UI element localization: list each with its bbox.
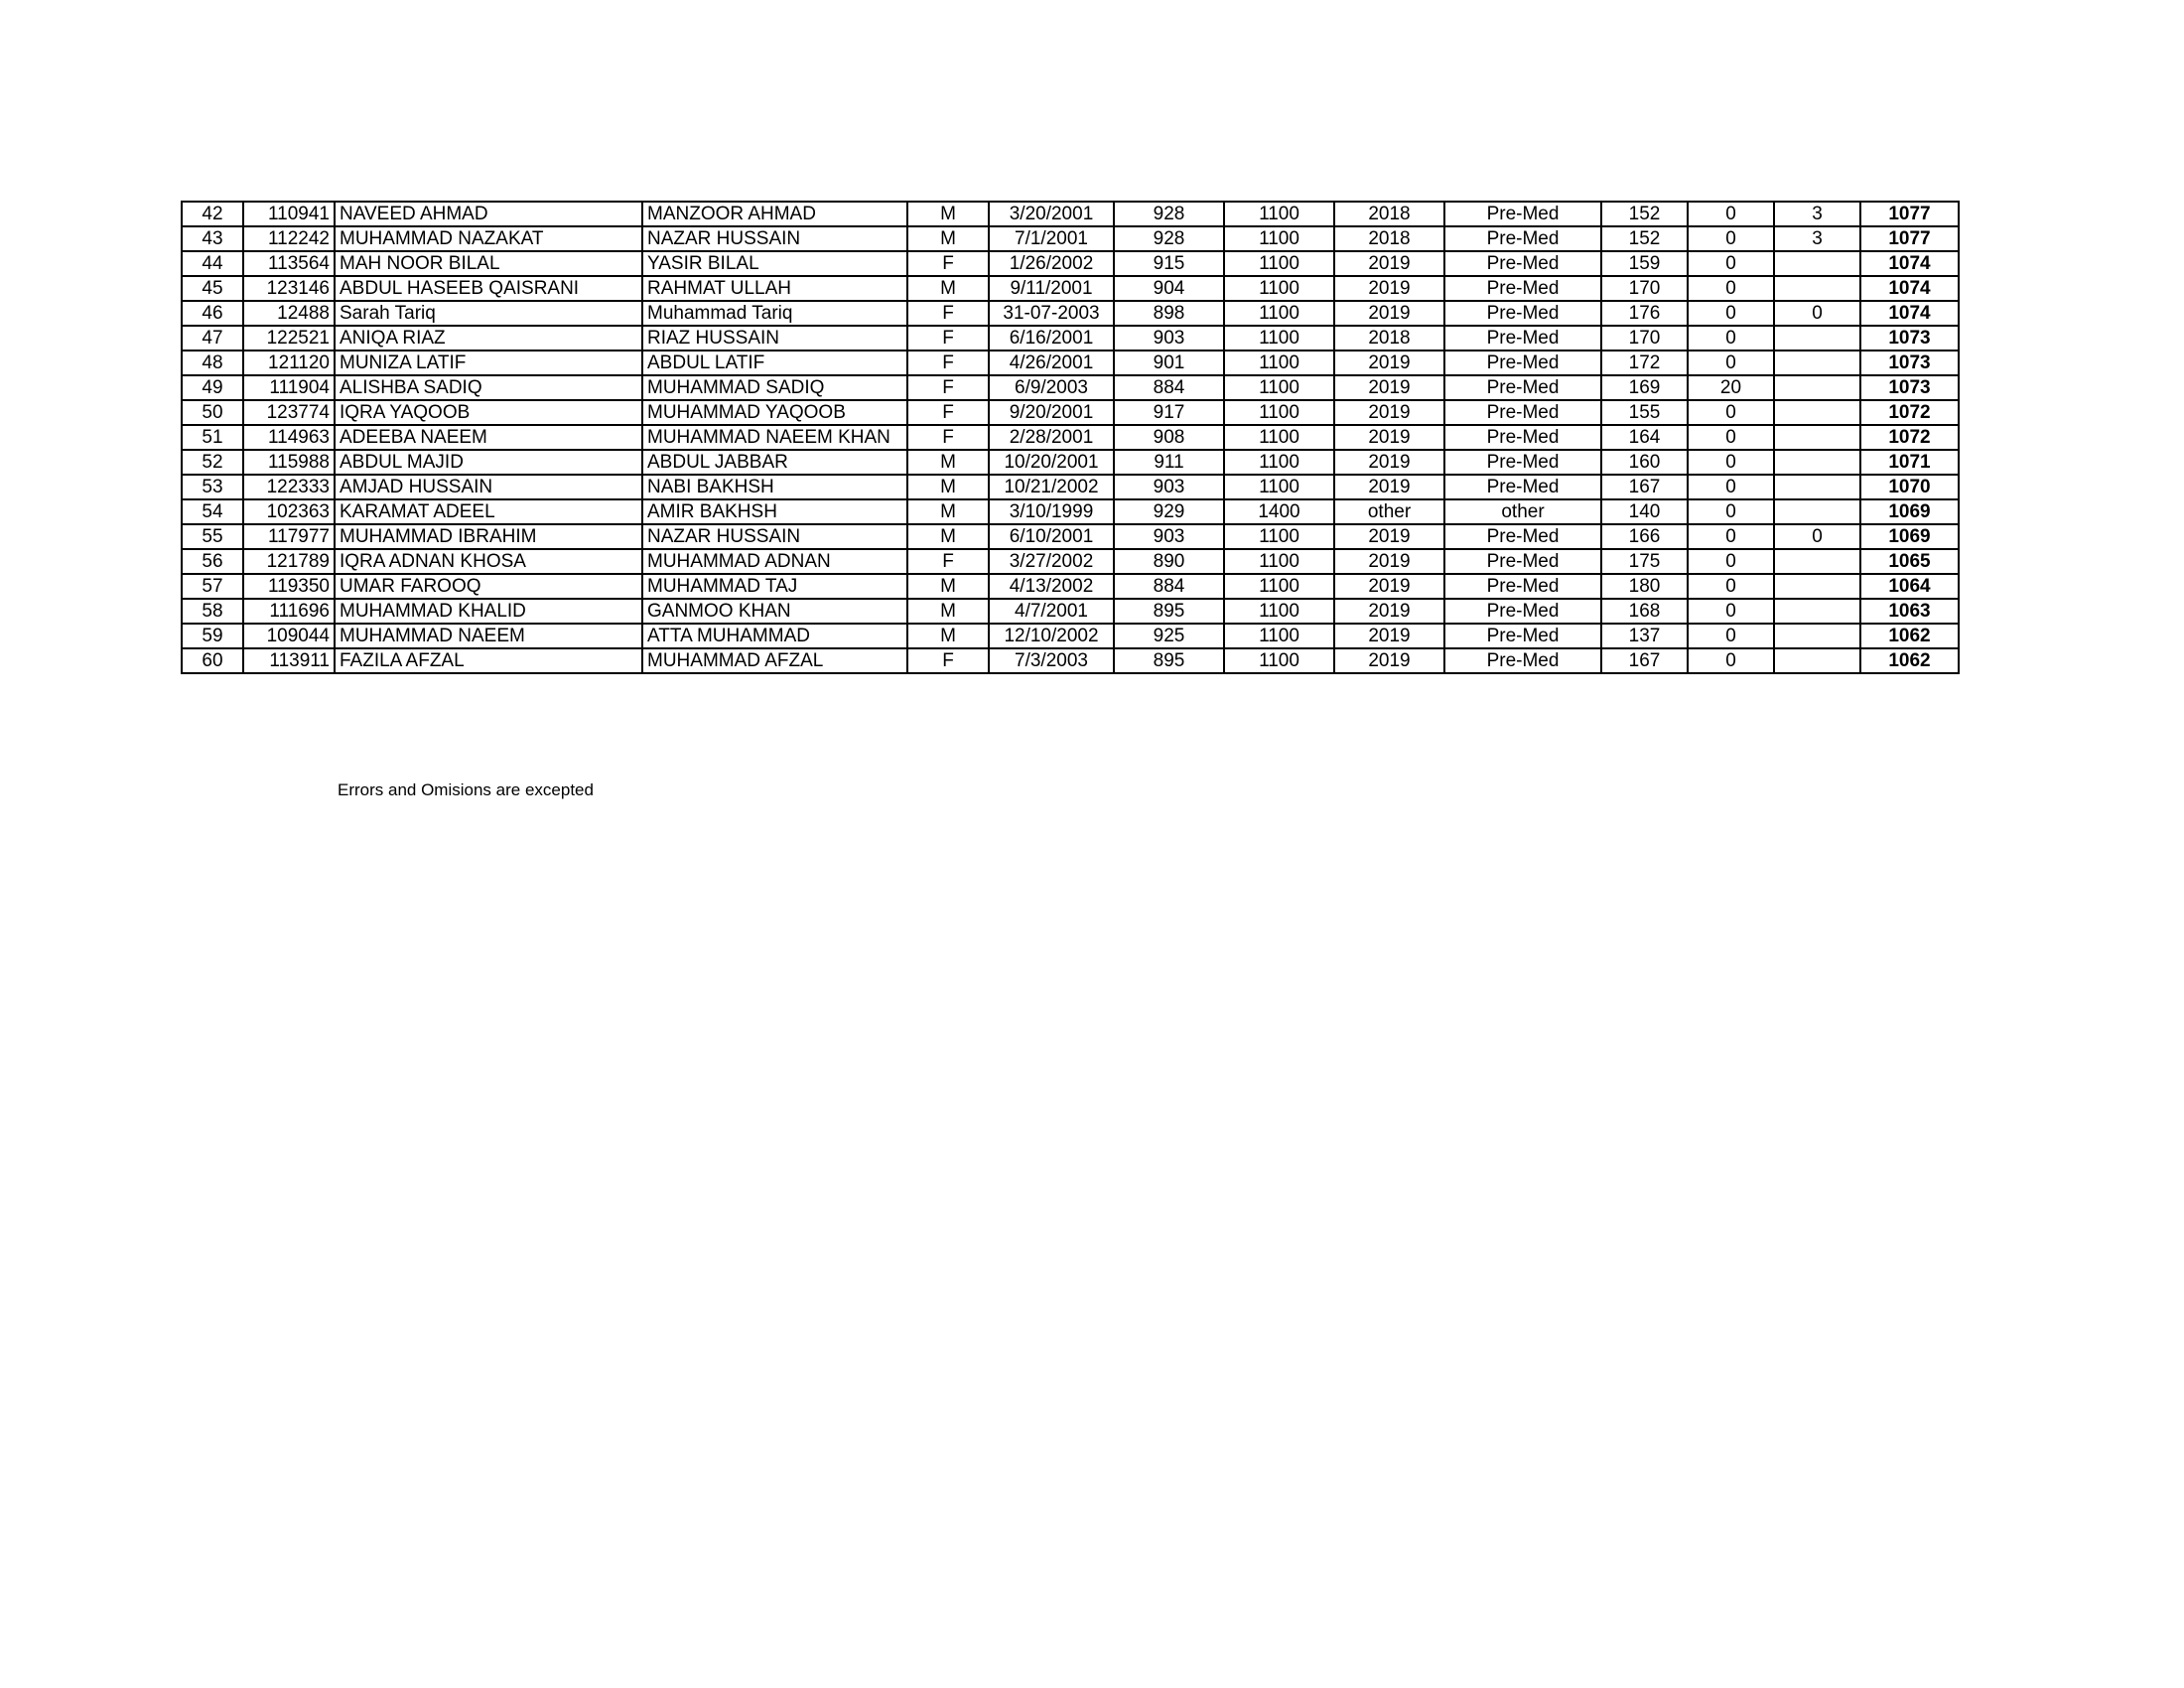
name-cell: KARAMAT ADEEL — [335, 499, 642, 524]
extra-a-cell: 0 — [1688, 351, 1774, 375]
group-cell: Pre-Med — [1444, 574, 1601, 599]
table-row — [182, 549, 1959, 574]
gender-cell: F — [907, 375, 989, 400]
gender-cell: F — [907, 648, 989, 673]
gender-cell: F — [907, 549, 989, 574]
table-row — [182, 425, 1959, 450]
name-cell: ALISHBA SADIQ — [335, 375, 642, 400]
aggregate-cell: 1062 — [1860, 624, 1959, 648]
dob-cell: 7/3/2003 — [989, 648, 1114, 673]
aggregate-cell: 1062 — [1860, 648, 1959, 673]
extra-a-cell: 0 — [1688, 475, 1774, 499]
dob-cell: 9/20/2001 — [989, 400, 1114, 425]
group-cell: Pre-Med — [1444, 624, 1601, 648]
total-marks-cell: 1100 — [1224, 202, 1334, 226]
father-name-cell: MUHAMMAD SADIQ — [642, 375, 907, 400]
extra-b-cell — [1774, 375, 1860, 400]
name-cell: MUNIZA LATIF — [335, 351, 642, 375]
marks-cell: 903 — [1114, 475, 1224, 499]
group-cell: Pre-Med — [1444, 326, 1601, 351]
aggregate-cell: 1073 — [1860, 375, 1959, 400]
father-name-cell: AMIR BAKHSH — [642, 499, 907, 524]
gender-cell: M — [907, 202, 989, 226]
sr-cell: 58 — [182, 599, 243, 624]
total-marks-cell: 1100 — [1224, 475, 1334, 499]
marks-cell: 890 — [1114, 549, 1224, 574]
marks-cell: 903 — [1114, 524, 1224, 549]
test-score-cell: 170 — [1601, 326, 1688, 351]
total-marks-cell: 1100 — [1224, 301, 1334, 326]
table-row — [182, 301, 1959, 326]
year-cell: 2018 — [1334, 202, 1444, 226]
sr-cell: 59 — [182, 624, 243, 648]
extra-b-cell — [1774, 648, 1860, 673]
dob-cell: 4/26/2001 — [989, 351, 1114, 375]
extra-b-cell: 3 — [1774, 202, 1860, 226]
extra-b-cell — [1774, 499, 1860, 524]
test-score-cell: 160 — [1601, 450, 1688, 475]
dob-cell: 4/7/2001 — [989, 599, 1114, 624]
name-cell: NAVEED AHMAD — [335, 202, 642, 226]
group-cell: Pre-Med — [1444, 251, 1601, 276]
group-cell: Pre-Med — [1444, 301, 1601, 326]
extra-a-cell: 0 — [1688, 301, 1774, 326]
test-score-cell: 155 — [1601, 400, 1688, 425]
father-name-cell: NABI BAKHSH — [642, 475, 907, 499]
gender-cell: M — [907, 499, 989, 524]
father-name-cell: NAZAR HUSSAIN — [642, 524, 907, 549]
extra-a-cell: 0 — [1688, 202, 1774, 226]
year-cell: 2019 — [1334, 400, 1444, 425]
test-score-cell: 166 — [1601, 524, 1688, 549]
marks-cell: 917 — [1114, 400, 1224, 425]
dob-cell: 6/9/2003 — [989, 375, 1114, 400]
dob-cell: 6/10/2001 — [989, 524, 1114, 549]
extra-a-cell: 0 — [1688, 524, 1774, 549]
id-cell: 12488 — [243, 301, 335, 326]
gender-cell: M — [907, 450, 989, 475]
total-marks-cell: 1100 — [1224, 524, 1334, 549]
sr-cell: 45 — [182, 276, 243, 301]
extra-b-cell — [1774, 326, 1860, 351]
group-cell: Pre-Med — [1444, 425, 1601, 450]
sr-cell: 55 — [182, 524, 243, 549]
test-score-cell: 152 — [1601, 226, 1688, 251]
aggregate-cell: 1069 — [1860, 524, 1959, 549]
aggregate-cell: 1071 — [1860, 450, 1959, 475]
group-cell: Pre-Med — [1444, 276, 1601, 301]
table-row — [182, 524, 1959, 549]
extra-a-cell: 20 — [1688, 375, 1774, 400]
year-cell: 2019 — [1334, 251, 1444, 276]
sr-cell: 51 — [182, 425, 243, 450]
extra-a-cell: 0 — [1688, 549, 1774, 574]
year-cell: 2019 — [1334, 351, 1444, 375]
table-row — [182, 375, 1959, 400]
name-cell: IQRA YAQOOB — [335, 400, 642, 425]
id-cell: 121120 — [243, 351, 335, 375]
extra-a-cell: 0 — [1688, 648, 1774, 673]
father-name-cell: MANZOOR AHMAD — [642, 202, 907, 226]
aggregate-cell: 1074 — [1860, 276, 1959, 301]
year-cell: 2019 — [1334, 574, 1444, 599]
aggregate-cell: 1073 — [1860, 326, 1959, 351]
aggregate-cell: 1063 — [1860, 599, 1959, 624]
id-cell: 114963 — [243, 425, 335, 450]
marks-cell: 908 — [1114, 425, 1224, 450]
table-row — [182, 400, 1959, 425]
father-name-cell: MUHAMMAD ADNAN — [642, 549, 907, 574]
father-name-cell: RIAZ HUSSAIN — [642, 326, 907, 351]
gender-cell: F — [907, 425, 989, 450]
marks-cell: 901 — [1114, 351, 1224, 375]
extra-a-cell: 0 — [1688, 425, 1774, 450]
marks-cell: 904 — [1114, 276, 1224, 301]
father-name-cell: NAZAR HUSSAIN — [642, 226, 907, 251]
extra-b-cell — [1774, 400, 1860, 425]
gender-cell: M — [907, 226, 989, 251]
dob-cell: 2/28/2001 — [989, 425, 1114, 450]
gender-cell: F — [907, 351, 989, 375]
dob-cell: 4/13/2002 — [989, 574, 1114, 599]
total-marks-cell: 1100 — [1224, 425, 1334, 450]
year-cell: 2019 — [1334, 450, 1444, 475]
sr-cell: 46 — [182, 301, 243, 326]
name-cell: ANIQA RIAZ — [335, 326, 642, 351]
aggregate-cell: 1065 — [1860, 549, 1959, 574]
year-cell: 2019 — [1334, 301, 1444, 326]
test-score-cell: 164 — [1601, 425, 1688, 450]
name-cell: FAZILA AFZAL — [335, 648, 642, 673]
dob-cell: 31-07-2003 — [989, 301, 1114, 326]
year-cell: 2019 — [1334, 475, 1444, 499]
test-score-cell: 169 — [1601, 375, 1688, 400]
table-row — [182, 499, 1959, 524]
marks-cell: 915 — [1114, 251, 1224, 276]
year-cell: 2019 — [1334, 425, 1444, 450]
id-cell: 110941 — [243, 202, 335, 226]
test-score-cell: 170 — [1601, 276, 1688, 301]
test-score-cell: 159 — [1601, 251, 1688, 276]
father-name-cell: GANMOO KHAN — [642, 599, 907, 624]
marks-cell: 895 — [1114, 599, 1224, 624]
name-cell: IQRA ADNAN KHOSA — [335, 549, 642, 574]
father-name-cell: RAHMAT ULLAH — [642, 276, 907, 301]
father-name-cell: MUHAMMAD AFZAL — [642, 648, 907, 673]
year-cell: 2019 — [1334, 599, 1444, 624]
footer-note: Errors and Omisions are excepted — [338, 780, 594, 799]
total-marks-cell: 1100 — [1224, 226, 1334, 251]
group-cell: Pre-Med — [1444, 524, 1601, 549]
extra-a-cell: 0 — [1688, 276, 1774, 301]
marks-cell: 928 — [1114, 202, 1224, 226]
sr-cell: 54 — [182, 499, 243, 524]
extra-b-cell — [1774, 599, 1860, 624]
aggregate-cell: 1070 — [1860, 475, 1959, 499]
merit-list-table — [181, 201, 1960, 674]
sr-cell: 50 — [182, 400, 243, 425]
extra-b-cell — [1774, 450, 1860, 475]
aggregate-cell: 1064 — [1860, 574, 1959, 599]
total-marks-cell: 1100 — [1224, 251, 1334, 276]
test-score-cell: 167 — [1601, 648, 1688, 673]
year-cell: 2018 — [1334, 226, 1444, 251]
test-score-cell: 137 — [1601, 624, 1688, 648]
group-cell: Pre-Med — [1444, 375, 1601, 400]
sr-cell: 47 — [182, 326, 243, 351]
extra-a-cell: 0 — [1688, 226, 1774, 251]
gender-cell: F — [907, 326, 989, 351]
sr-cell: 60 — [182, 648, 243, 673]
group-cell: Pre-Med — [1444, 400, 1601, 425]
table-row — [182, 624, 1959, 648]
father-name-cell: MUHAMMAD NAEEM KHAN — [642, 425, 907, 450]
year-cell: 2019 — [1334, 524, 1444, 549]
extra-b-cell — [1774, 251, 1860, 276]
extra-a-cell: 0 — [1688, 624, 1774, 648]
marks-cell: 928 — [1114, 226, 1224, 251]
table-row — [182, 574, 1959, 599]
gender-cell: M — [907, 475, 989, 499]
id-cell: 109044 — [243, 624, 335, 648]
father-name-cell: ABDUL LATIF — [642, 351, 907, 375]
aggregate-cell: 1072 — [1860, 425, 1959, 450]
sr-cell: 42 — [182, 202, 243, 226]
father-name-cell: MUHAMMAD TAJ — [642, 574, 907, 599]
extra-b-cell: 0 — [1774, 524, 1860, 549]
sr-cell: 57 — [182, 574, 243, 599]
year-cell: 2019 — [1334, 375, 1444, 400]
gender-cell: F — [907, 251, 989, 276]
extra-b-cell — [1774, 549, 1860, 574]
marks-cell: 884 — [1114, 375, 1224, 400]
id-cell: 123774 — [243, 400, 335, 425]
test-score-cell: 152 — [1601, 202, 1688, 226]
gender-cell: M — [907, 624, 989, 648]
gender-cell: F — [907, 301, 989, 326]
table-body — [182, 202, 1959, 673]
aggregate-cell: 1077 — [1860, 202, 1959, 226]
extra-a-cell: 0 — [1688, 499, 1774, 524]
id-cell: 122333 — [243, 475, 335, 499]
total-marks-cell: 1100 — [1224, 326, 1334, 351]
table-row — [182, 351, 1959, 375]
table-row — [182, 276, 1959, 301]
aggregate-cell: 1074 — [1860, 251, 1959, 276]
name-cell: MUHAMMAD KHALID — [335, 599, 642, 624]
total-marks-cell: 1100 — [1224, 400, 1334, 425]
marks-cell: 911 — [1114, 450, 1224, 475]
name-cell: ADEEBA NAEEM — [335, 425, 642, 450]
table-row — [182, 475, 1959, 499]
marks-cell: 898 — [1114, 301, 1224, 326]
extra-a-cell: 0 — [1688, 574, 1774, 599]
father-name-cell: Muhammad Tariq — [642, 301, 907, 326]
aggregate-cell: 1074 — [1860, 301, 1959, 326]
extra-b-cell — [1774, 624, 1860, 648]
table-row — [182, 450, 1959, 475]
group-cell: Pre-Med — [1444, 450, 1601, 475]
id-cell: 115988 — [243, 450, 335, 475]
year-cell: 2019 — [1334, 624, 1444, 648]
table-row — [182, 202, 1959, 226]
gender-cell: M — [907, 574, 989, 599]
sr-cell: 43 — [182, 226, 243, 251]
name-cell: MUHAMMAD IBRAHIM — [335, 524, 642, 549]
aggregate-cell: 1069 — [1860, 499, 1959, 524]
total-marks-cell: 1100 — [1224, 624, 1334, 648]
sr-cell: 52 — [182, 450, 243, 475]
id-cell: 123146 — [243, 276, 335, 301]
father-name-cell: MUHAMMAD YAQOOB — [642, 400, 907, 425]
extra-a-cell: 0 — [1688, 599, 1774, 624]
group-cell: Pre-Med — [1444, 549, 1601, 574]
group-cell: Pre-Med — [1444, 226, 1601, 251]
total-marks-cell: 1100 — [1224, 351, 1334, 375]
id-cell: 102363 — [243, 499, 335, 524]
year-cell: 2019 — [1334, 276, 1444, 301]
gender-cell: M — [907, 524, 989, 549]
aggregate-cell: 1073 — [1860, 351, 1959, 375]
year-cell: other — [1334, 499, 1444, 524]
id-cell: 111904 — [243, 375, 335, 400]
marks-cell: 895 — [1114, 648, 1224, 673]
total-marks-cell: 1100 — [1224, 648, 1334, 673]
dob-cell: 12/10/2002 — [989, 624, 1114, 648]
marks-cell: 929 — [1114, 499, 1224, 524]
test-score-cell: 175 — [1601, 549, 1688, 574]
table-row — [182, 648, 1959, 673]
name-cell: ABDUL HASEEB QAISRANI — [335, 276, 642, 301]
id-cell: 122521 — [243, 326, 335, 351]
dob-cell: 9/11/2001 — [989, 276, 1114, 301]
name-cell: ABDUL MAJID — [335, 450, 642, 475]
gender-cell: M — [907, 276, 989, 301]
extra-a-cell: 0 — [1688, 326, 1774, 351]
group-cell: Pre-Med — [1444, 599, 1601, 624]
group-cell: Pre-Med — [1444, 202, 1601, 226]
total-marks-cell: 1100 — [1224, 276, 1334, 301]
table-row — [182, 251, 1959, 276]
id-cell: 121789 — [243, 549, 335, 574]
name-cell: AMJAD HUSSAIN — [335, 475, 642, 499]
extra-b-cell: 0 — [1774, 301, 1860, 326]
father-name-cell: YASIR BILAL — [642, 251, 907, 276]
name-cell: MUHAMMAD NAZAKAT — [335, 226, 642, 251]
total-marks-cell: 1100 — [1224, 574, 1334, 599]
test-score-cell: 176 — [1601, 301, 1688, 326]
extra-a-cell: 0 — [1688, 400, 1774, 425]
extra-a-cell: 0 — [1688, 450, 1774, 475]
sr-cell: 48 — [182, 351, 243, 375]
extra-b-cell: 3 — [1774, 226, 1860, 251]
extra-a-cell: 0 — [1688, 251, 1774, 276]
total-marks-cell: 1100 — [1224, 549, 1334, 574]
group-cell: Pre-Med — [1444, 475, 1601, 499]
id-cell: 112242 — [243, 226, 335, 251]
aggregate-cell: 1072 — [1860, 400, 1959, 425]
dob-cell: 3/10/1999 — [989, 499, 1114, 524]
sr-cell: 53 — [182, 475, 243, 499]
marks-cell: 903 — [1114, 326, 1224, 351]
extra-b-cell — [1774, 574, 1860, 599]
total-marks-cell: 1100 — [1224, 375, 1334, 400]
marks-cell: 884 — [1114, 574, 1224, 599]
father-name-cell: ABDUL JABBAR — [642, 450, 907, 475]
name-cell: MUHAMMAD NAEEM — [335, 624, 642, 648]
total-marks-cell: 1400 — [1224, 499, 1334, 524]
dob-cell: 10/20/2001 — [989, 450, 1114, 475]
year-cell: 2018 — [1334, 326, 1444, 351]
year-cell: 2019 — [1334, 648, 1444, 673]
test-score-cell: 167 — [1601, 475, 1688, 499]
father-name-cell: ATTA MUHAMMAD — [642, 624, 907, 648]
name-cell: UMAR FAROOQ — [335, 574, 642, 599]
dob-cell: 7/1/2001 — [989, 226, 1114, 251]
dob-cell: 1/26/2002 — [989, 251, 1114, 276]
test-score-cell: 168 — [1601, 599, 1688, 624]
extra-b-cell — [1774, 351, 1860, 375]
table-row — [182, 226, 1959, 251]
group-cell: Pre-Med — [1444, 648, 1601, 673]
total-marks-cell: 1100 — [1224, 599, 1334, 624]
test-score-cell: 180 — [1601, 574, 1688, 599]
dob-cell: 6/16/2001 — [989, 326, 1114, 351]
dob-cell: 10/21/2002 — [989, 475, 1114, 499]
gender-cell: M — [907, 599, 989, 624]
test-score-cell: 140 — [1601, 499, 1688, 524]
extra-b-cell — [1774, 425, 1860, 450]
dob-cell: 3/20/2001 — [989, 202, 1114, 226]
id-cell: 113911 — [243, 648, 335, 673]
dob-cell: 3/27/2002 — [989, 549, 1114, 574]
marks-cell: 925 — [1114, 624, 1224, 648]
id-cell: 113564 — [243, 251, 335, 276]
extra-b-cell — [1774, 276, 1860, 301]
table-row — [182, 326, 1959, 351]
sr-cell: 44 — [182, 251, 243, 276]
group-cell: Pre-Med — [1444, 351, 1601, 375]
group-cell: other — [1444, 499, 1601, 524]
id-cell: 119350 — [243, 574, 335, 599]
table-row — [182, 599, 1959, 624]
name-cell: Sarah Tariq — [335, 301, 642, 326]
sr-cell: 49 — [182, 375, 243, 400]
name-cell: MAH NOOR BILAL — [335, 251, 642, 276]
gender-cell: F — [907, 400, 989, 425]
id-cell: 111696 — [243, 599, 335, 624]
id-cell: 117977 — [243, 524, 335, 549]
total-marks-cell: 1100 — [1224, 450, 1334, 475]
extra-b-cell — [1774, 475, 1860, 499]
aggregate-cell: 1077 — [1860, 226, 1959, 251]
sr-cell: 56 — [182, 549, 243, 574]
test-score-cell: 172 — [1601, 351, 1688, 375]
year-cell: 2019 — [1334, 549, 1444, 574]
